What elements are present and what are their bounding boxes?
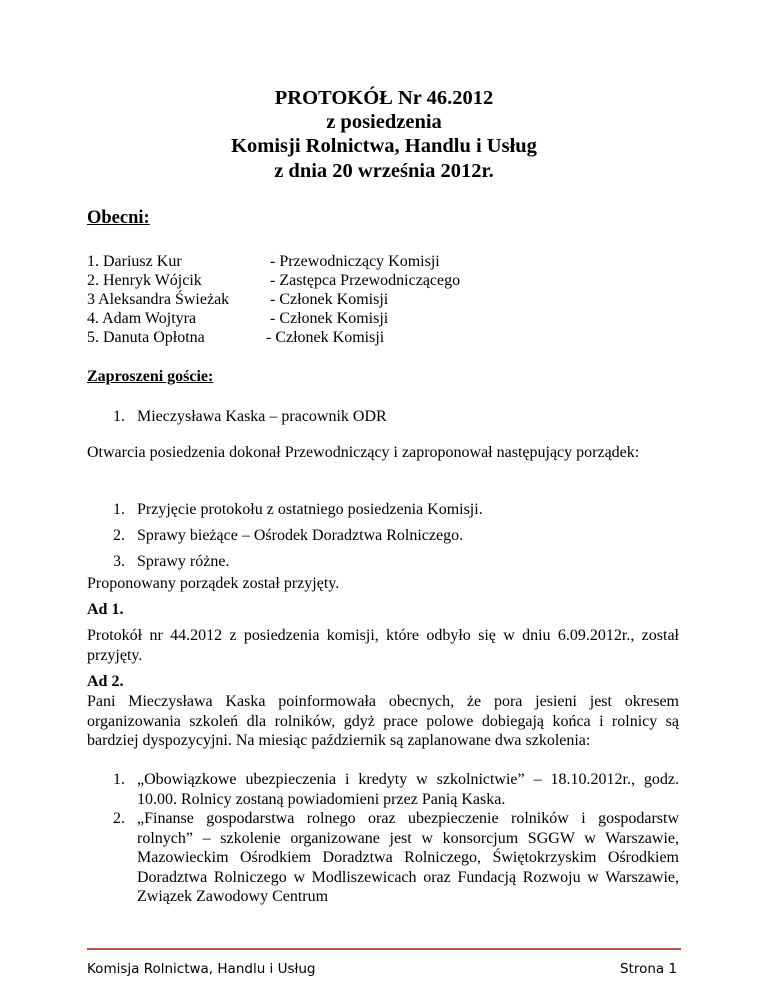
attendee-role: - Zastępca Przewodniczącego (270, 272, 461, 289)
attendee-name: 5. Danuta Opłotna (87, 329, 205, 346)
agenda-item: Sprawy bieżące – Ośrodek Doradztwa Rolniczego. (137, 527, 464, 544)
ad2-heading: Ad 2. (87, 673, 124, 690)
protocol-subtitle: z posiedzenia (326, 111, 442, 133)
attendee-name: 4. Adam Wojtyra (87, 310, 197, 327)
attendee-role: - Członek Komisji (270, 310, 389, 327)
agenda-number: 1. (113, 501, 125, 518)
agenda-accepted: Proponowany porządek został przyjęty. (87, 575, 340, 592)
attendee-role: - Członek Komisji (270, 291, 389, 308)
agenda-item: Przyjęcie protokołu z ostatniego posiedzenia Komisji. (137, 501, 483, 518)
protocol-title: PROTOKÓŁ Nr 46.2012 (274, 87, 494, 109)
footer-divider (87, 948, 681, 950)
meeting-date: z dnia 20 września 2012r. (274, 160, 494, 182)
opening-paragraph: Otwarcia posiedzenia dokonał Przewodniczący i zaproponował następujący porządek: (87, 444, 640, 461)
ad2-paragraph: Pani Mieczysława Kaska poinformowała obecnych, że pora jesieni jest okresem organizowania szkoleń dla rolników, gdyż prace polowe dobiegają końca i rolnicy są bardziej dyspozycyjni. Na miesiąc październik są zaplanowane dwa szkolenia: (87, 693, 679, 749)
attendee-role: - Przewodniczący Komisji (270, 253, 440, 270)
committee-name: Komisji Rolnictwa, Handlu i Usług (231, 135, 537, 157)
training-number: 2. (113, 810, 125, 827)
training-item: „Obowiązkowe ubezpieczenia i kredyty w szkolnictwie” – 18.10.2012r., godz. 10.00. Rolnicy zostaną powiadomieni przez Panią Kaska. (137, 771, 679, 808)
page-number: Strona 1 (620, 961, 678, 977)
attendees-heading: Obecni: (87, 208, 150, 228)
agenda-item: Sprawy różne. (137, 553, 230, 570)
guest-item: Mieczysława Kaska – pracownik ODR (137, 408, 387, 425)
guests-heading: Zaproszeni goście: (87, 368, 214, 385)
attendee-name: 3 Aleksandra Świeżak (87, 291, 230, 308)
ad1-heading: Ad 1. (87, 601, 124, 618)
ad1-paragraph: Protokół nr 44.2012 z posiedzenia komisji, które odbyło się w dniu 6.09.2012r., został przyjęty. (87, 627, 679, 664)
footer-committee: Komisja Rolnictwa, Handlu i Usług (87, 961, 316, 977)
training-item: „Finanse gospodarstwa rolnego oraz ubezpieczenie rolników i gospodarstw rolnych” – szkolenie organizowane jest w konsorcjum SGGW w Warszawie, Mazowieckim Ośrodkiem Doradztwa Rolniczego, Świętokrzyskim Ośrodkiem Doradztwa Rolniczego w Modliszewicach oraz Fundacją Rozwoju w Warszawie, Związek Zawodowy Centrum (137, 810, 679, 905)
attendee-name: 1. Dariusz Kur (87, 253, 182, 270)
guest-number: 1. (113, 408, 125, 425)
attendee-role: - Członek Komisji (266, 329, 385, 346)
attendee-name: 2. Henryk Wójcik (87, 272, 202, 289)
agenda-number: 2. (113, 527, 125, 544)
training-number: 1. (113, 771, 125, 788)
agenda-number: 3. (113, 553, 125, 570)
